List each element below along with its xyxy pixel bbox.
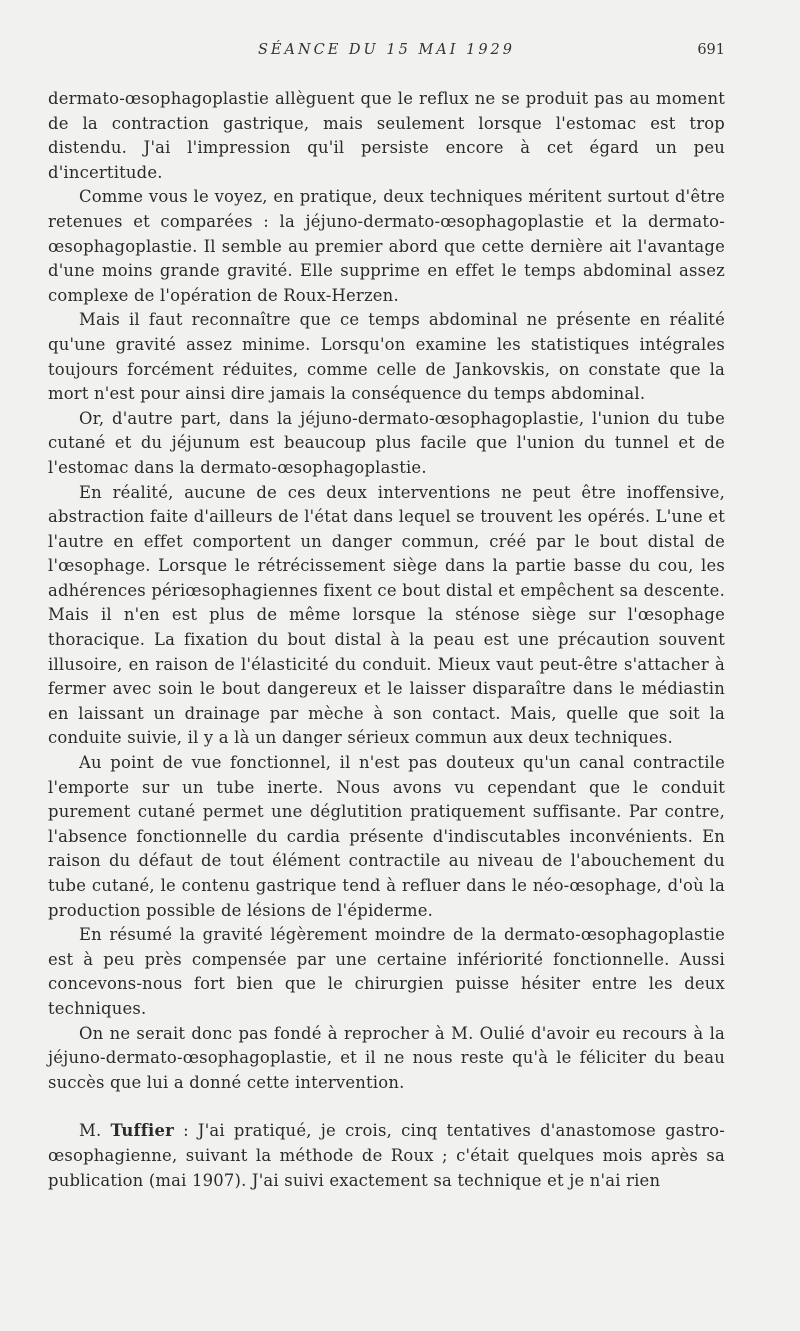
paragraph-spacer bbox=[48, 1095, 725, 1119]
speaker-name: Tuffier bbox=[110, 1121, 174, 1141]
speaker-prefix: M. bbox=[79, 1121, 111, 1141]
paragraph: Mais il faut reconnaître que ce temps abdominal ne présente en réalité qu'une gravité assez minime. Lorsqu'on examine les statistiques intégrales toujours forcément réduites, comme celle de Jankovskis, on constate que la mort n'est pour ainsi dire jamais la conséquence du temps abdominal. bbox=[48, 310, 725, 404]
page-header bbox=[48, 42, 725, 66]
page-number: 691 bbox=[697, 42, 725, 58]
paragraph: Or, d'autre part, dans la jéjuno-dermato-œsophagoplastie, l'union du tube cutané et du jéjunum est beaucoup plus facile que l'union du tunnel et de l'estomac dans la dermato-œsophagoplastie. bbox=[48, 408, 725, 477]
running-title: SÉANCE DU 15 MAI 1929 bbox=[257, 42, 516, 58]
paragraph: En résumé la gravité légèrement moindre de la dermato-œsophagoplastie est à peu près compensée par une certaine infériorité fonctionnelle. Aussi concevons-nous fort bien que le chirurgien puisse hésiter entre les deux techniques. bbox=[48, 925, 725, 1018]
paragraph: On ne serait donc pas fondé à reprocher à M. Oulié d'avoir eu recours à la jéjuno-dermato-œsophagoplastie, et il ne nous reste qu'à le féliciter du beau succès que lui a donné cette intervention. bbox=[48, 1023, 725, 1092]
paragraph: En réalité, aucune de ces deux interventions ne peut être inoffensive, abstraction faite d'ailleurs de l'état dans lequel se trouvent les opérés. L'une et l'autre en effet comportent un danger commun, créé par le bout distal de l'œsophage. Lorsque le rétrécissement siège dans la partie basse du cou, les adhérences périœsophagiennes fixent ce bout distal et empêchent sa descente. Mais il n'en est plus de même lorsque la sténose siège sur l'œsophage thoracique. La fixation du bout distal à la peau est une précaution souvent illusoire, en raison de l'élasticité du conduit. Mieux vaut peut-être s'attacher à fermer avec soin le bout dangereux et le laisser disparaître dans le médiastin en laissant un drainage par mèche à son contact. Mais, quelle que soit la conduite suivie, il y a là un danger sérieux commun aux deux techniques. bbox=[48, 482, 725, 748]
paragraph: dermato-œsophagoplastie allèguent que le reflux ne se produit pas au moment de la contraction gastrique, mais seulement lorsque l'estomac est trop distendu. J'ai l'impression qu'il persiste encore à cet égard un peu d'incertitude. bbox=[48, 89, 725, 182]
discussion-text: : J'ai pratiqué, je crois, cinq tentatives d'anastomose gastro-œsophagienne, suivant la méthode de Roux ; c'était quelques mois après sa publication (mai 1907). J'ai suivi exactement sa technique et je n'ai rien bbox=[48, 1121, 725, 1190]
discussion-paragraph bbox=[48, 1119, 725, 1193]
body-text bbox=[48, 87, 725, 1193]
paragraph: Au point de vue fonctionnel, il n'est pas douteux qu'un canal contractile l'emporte sur un tube inerte. Nous avons vu cependant que le conduit purement cutané permet une déglutition pratiquement suffisante. Par contre, l'absence fonctionnelle du cardia présente d'indiscutables inconvénients. En raison du défaut de tout élément contractile au niveau de l'abouchement du tube cutané, le contenu gastrique tend à refluer dans le néo-œsophage, d'où la production possible de lésions de l'épiderme. bbox=[48, 753, 725, 920]
paragraph: Comme vous le voyez, en pratique, deux techniques méritent surtout d'être retenues et comparées : la jéjuno-dermato-œsophagoplastie et la dermato-œsophagoplastie. Il semble au premier abord que cette dernière ait l'avantage d'une moins grande gravité. Elle supprime en effet le temps abdominal assez complexe de l'opération de Roux-Herzen. bbox=[48, 187, 725, 305]
